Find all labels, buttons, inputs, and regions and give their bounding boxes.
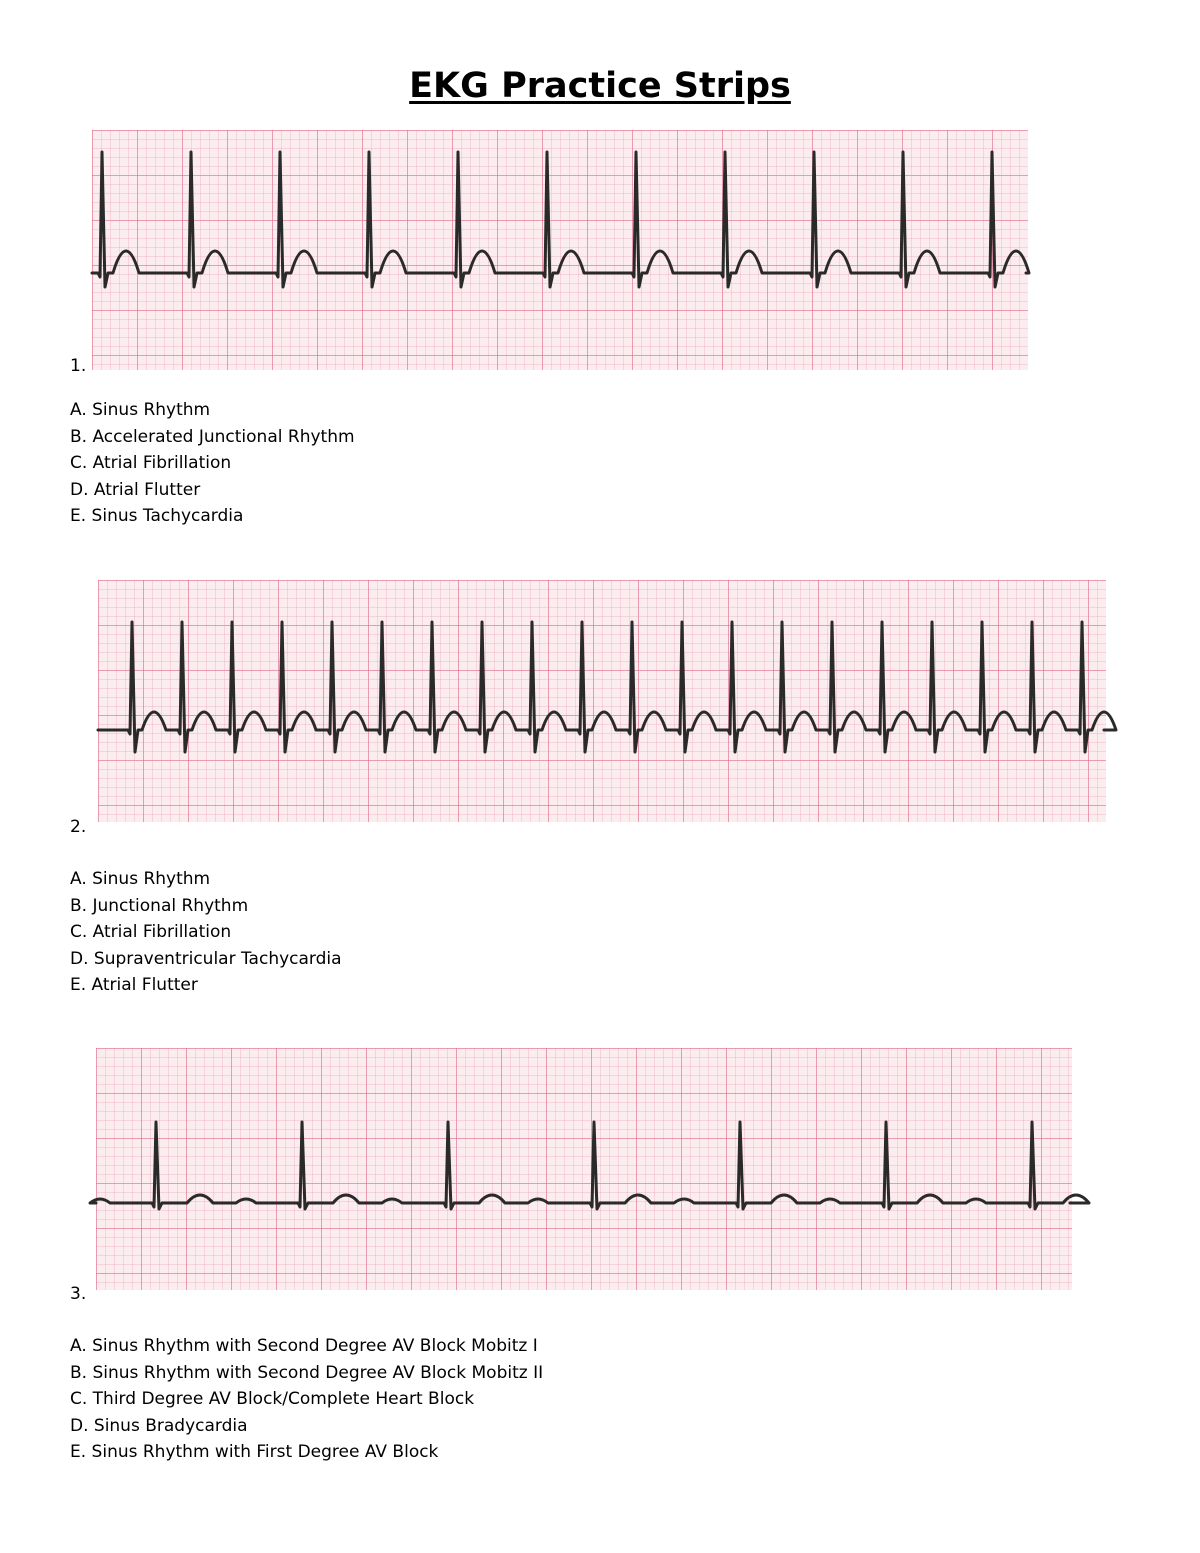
option-2c: C. Atrial Fibrillation bbox=[70, 922, 232, 942]
option-3b: B. Sinus Rhythm with Second Degree AV Block Mobitz II bbox=[70, 1362, 544, 1383]
option-2d: D. Supraventricular Tachycardia bbox=[70, 948, 342, 969]
option-1e: E. Sinus Tachycardia bbox=[70, 506, 244, 526]
option-2a: A. Sinus Rhythm bbox=[70, 869, 211, 889]
option-3c: C. Third Degree AV Block/Complete Heart Block bbox=[70, 1389, 475, 1409]
option-3e: E. Sinus Rhythm with First Degree AV Block bbox=[70, 1442, 439, 1462]
answer-options-3 bbox=[70, 1333, 543, 1466]
option-3a: A. Sinus Rhythm with Second Degree AV Block Mobitz I bbox=[70, 1336, 538, 1356]
ekg-trace-3 bbox=[96, 1048, 1072, 1290]
option-2e: E. Atrial Flutter bbox=[70, 975, 198, 995]
ekg-trace-1 bbox=[92, 130, 1028, 370]
page-title: EKG Practice Strips bbox=[409, 66, 791, 106]
answer-options-2 bbox=[70, 866, 342, 999]
option-2b: B. Junctional Rhythm bbox=[70, 895, 249, 916]
ekg-strip-2 bbox=[98, 580, 1106, 822]
question-number-2: 2. bbox=[70, 817, 87, 837]
option-3d: D. Sinus Bradycardia bbox=[70, 1415, 248, 1436]
ekg-strip-3 bbox=[96, 1048, 1072, 1290]
ekg-strip-1 bbox=[92, 130, 1028, 370]
option-1a: A. Sinus Rhythm bbox=[70, 400, 211, 420]
answer-options-1 bbox=[70, 397, 355, 530]
option-1b: B. Accelerated Junctional Rhythm bbox=[70, 426, 355, 447]
option-1d: D. Atrial Flutter bbox=[70, 479, 201, 500]
question-number-3: 3. bbox=[70, 1284, 87, 1304]
question-number-1: 1. bbox=[70, 356, 87, 376]
option-1c: C. Atrial Fibrillation bbox=[70, 453, 232, 473]
ekg-trace-2 bbox=[98, 580, 1106, 822]
